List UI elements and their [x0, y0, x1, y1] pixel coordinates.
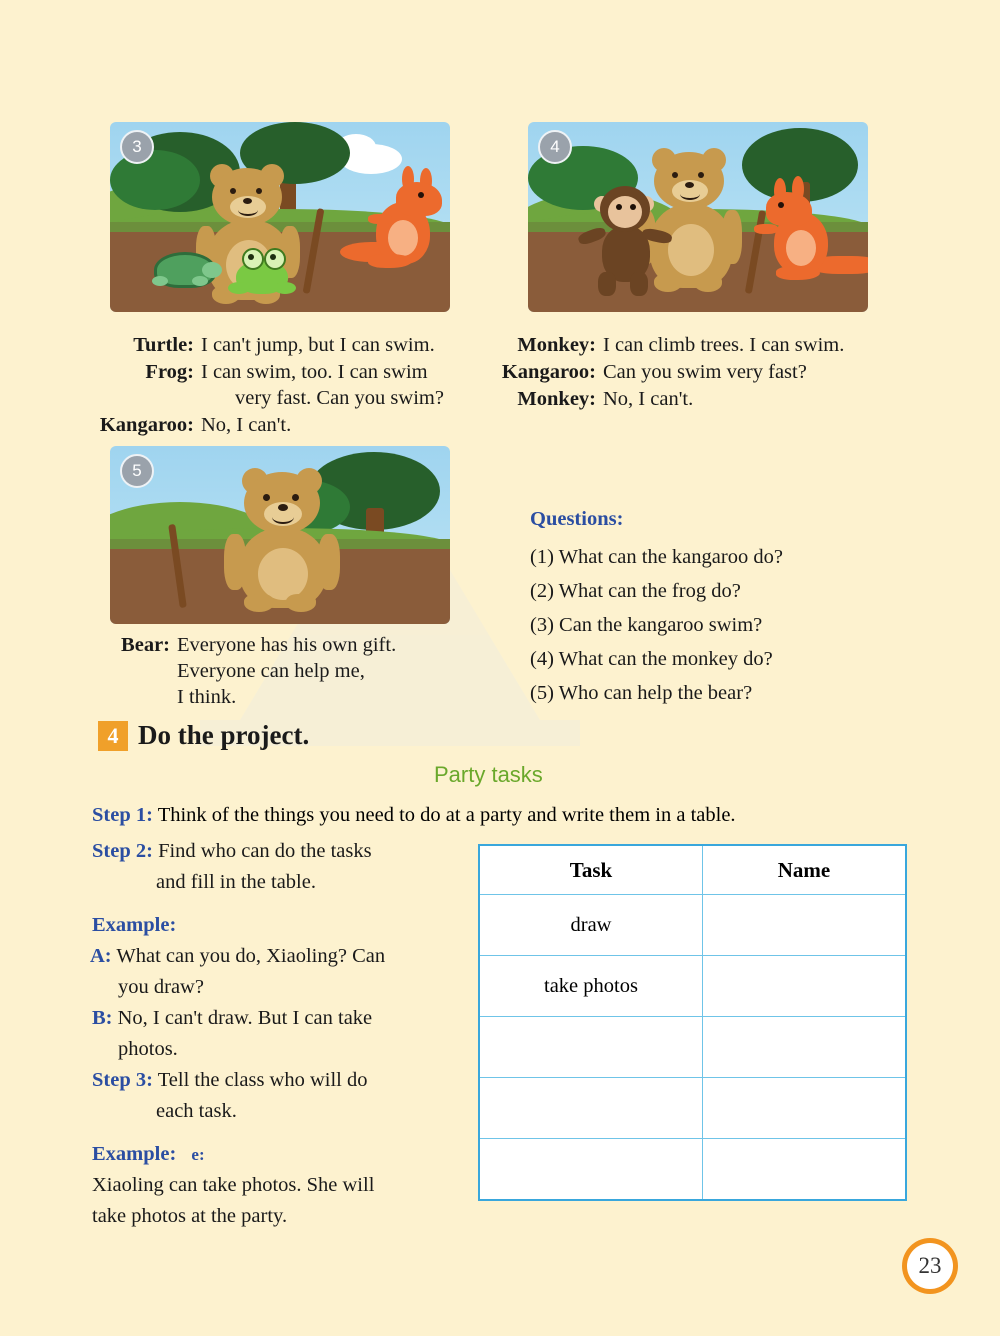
table-cell-task[interactable]	[479, 1017, 703, 1078]
question-item: (4) What can the monkey do?	[530, 648, 773, 670]
example-1-b: B: No, I can't draw. But I can take	[92, 1007, 373, 1029]
questions-heading: Questions:	[530, 508, 624, 530]
table-cell-name[interactable]	[703, 1078, 907, 1139]
table-cell-name[interactable]	[703, 1017, 907, 1078]
dialogue-line: Kangaroo: No, I can't.	[99, 414, 292, 436]
step-1-label: Step 1:	[92, 804, 153, 826]
step-2: Step 2: Find who can do the tasks	[92, 840, 372, 862]
table-header-row	[479, 845, 906, 895]
example-1-b-cont: photos.	[118, 1038, 178, 1060]
table-cell-task[interactable]	[479, 1139, 703, 1201]
frog-character	[228, 248, 298, 296]
section-heading	[98, 720, 309, 751]
page-number	[902, 1238, 958, 1294]
table-cell-name[interactable]	[703, 895, 907, 956]
table-row	[479, 956, 906, 1017]
dialogue-line: Monkey: No, I can't.	[517, 388, 694, 410]
question-item: (2) What can the frog do?	[530, 580, 741, 602]
example-2-line-1: Xiaoling can take photos. She will	[92, 1174, 375, 1196]
page-number-value: 23	[918, 1253, 942, 1278]
dialogue-panel-3	[82, 332, 482, 439]
monkey-character	[576, 184, 676, 296]
dialogue-line: Bear: Everyone has his own gift. Everyone can help me, I think.	[121, 634, 397, 708]
table-header-name: Name	[703, 845, 907, 895]
section-number-badge: 4	[98, 721, 128, 751]
kangaroo-character	[346, 168, 450, 278]
example-2-label: Example: e:	[92, 1143, 205, 1165]
dialogue-line: Turtle: I can't jump, but I can swim.	[133, 334, 435, 356]
example-1-label: Example:	[92, 914, 177, 936]
dialogue-panel-5	[96, 632, 476, 711]
party-tasks-table	[478, 844, 907, 1201]
table-cell-task[interactable]: take photos	[479, 956, 703, 1017]
bear-character	[220, 462, 360, 612]
kangaroo-character	[758, 182, 868, 292]
dialogue-line: Frog: I can swim, too. I can swim very fast. Can you swim?	[145, 361, 444, 409]
question-item: (1) What can the kangaroo do?	[530, 546, 783, 568]
question-item: (3) Can the kangaroo swim?	[530, 614, 763, 636]
table-row	[479, 895, 906, 956]
step-3-cont: each task.	[156, 1100, 237, 1122]
picture-panel-5	[110, 446, 450, 624]
step-3: Step 3: Tell the class who will do	[92, 1069, 368, 1091]
example-2-line-2: take photos at the party.	[92, 1205, 288, 1227]
dialogue-line: Monkey: I can climb trees. I can swim.	[517, 334, 845, 356]
table-row	[479, 1017, 906, 1078]
section-title: Do the project.	[138, 720, 310, 750]
panel-badge-4: 4	[538, 130, 572, 164]
table-cell-name[interactable]	[703, 1139, 907, 1201]
questions-block	[530, 502, 950, 710]
panel-badge-3: 3	[120, 130, 154, 164]
table-row	[479, 1139, 906, 1201]
turtle-character	[144, 250, 220, 294]
example-2-mark: e:	[191, 1145, 205, 1164]
steps-column	[92, 836, 462, 1232]
table-cell-task[interactable]: draw	[479, 895, 703, 956]
dialogue-panel-4	[462, 332, 932, 413]
step-2-cont: and fill in the table.	[156, 871, 316, 893]
step-1-text: Think of the things you need to do at a party and write them in a table.	[157, 804, 736, 826]
panel-badge-5: 5	[120, 454, 154, 488]
example-1-a-cont: you draw?	[118, 976, 204, 998]
table-row	[479, 1078, 906, 1139]
table-cell-name[interactable]	[703, 956, 907, 1017]
table-header-task: Task	[479, 845, 703, 895]
dialogue-line: Kangaroo: Can you swim very fast?	[501, 361, 807, 383]
party-tasks-subtitle: Party tasks	[434, 762, 543, 787]
step-1	[92, 800, 952, 831]
question-item: (5) Who can help the bear?	[530, 682, 753, 704]
table-cell-task[interactable]	[479, 1078, 703, 1139]
example-1-a: A: What can you do, Xiaoling? Can	[90, 945, 386, 967]
picture-panel-3	[110, 122, 450, 312]
picture-panel-4	[528, 122, 868, 312]
